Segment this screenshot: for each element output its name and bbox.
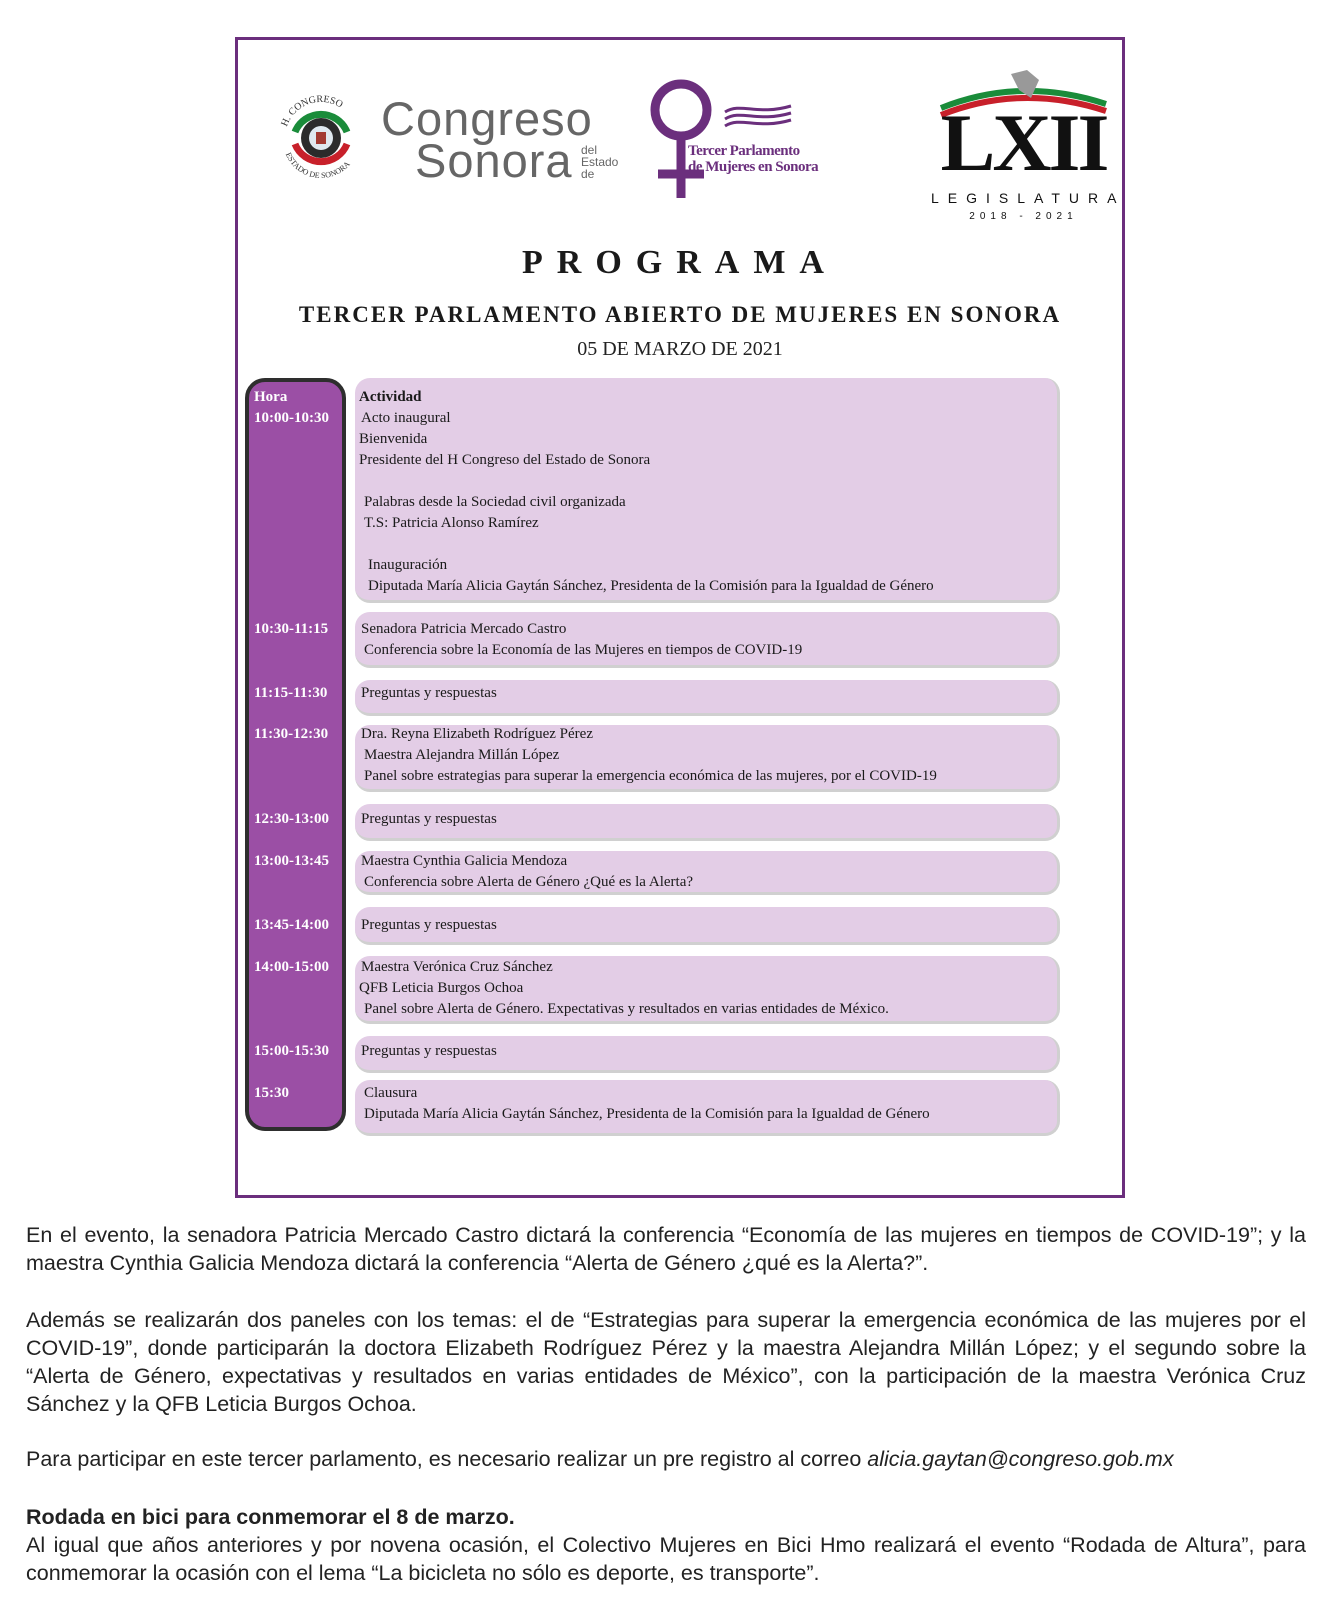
activity-line: Preguntas y respuestas (361, 685, 497, 701)
article-section (26, 1503, 1306, 1587)
program-poster (235, 37, 1125, 1198)
waves-icon (723, 100, 793, 134)
activity-line: Preguntas y respuestas (361, 811, 497, 827)
article-text: Para participar en este tercer parlamento, es necesario realizar un pre registro al correo (26, 1447, 868, 1471)
time-slot: 10:30-11:15 (254, 621, 329, 637)
congreso-word-line1: Congreso (381, 92, 593, 145)
activity-line: Palabras desde la Sociedad civil organizada (364, 494, 626, 510)
activity-line: Senadora Patricia Mercado Castro (361, 621, 567, 637)
activity-line: Conferencia sobre la Economía de las Mujeres en tiempos de COVID-19 (364, 642, 803, 658)
poster-date: 05 DE MARZO DE 2021 (577, 338, 783, 360)
time-slot: 15:00-15:30 (254, 1043, 329, 1059)
activity-line: T.S: Patricia Alonso Ramírez (364, 515, 539, 531)
article-text: Al igual que años anteriores y por novena ocasión, el Colectivo Mujeres en Bici Hmo realizará el evento “Rodada de Altura”, para conmemorar la ocasión con el lema “La bicicleta no sólo es deporte, es transporte”. (26, 1533, 1306, 1585)
activity-box-row-1 (355, 378, 1060, 603)
seal-top-text: H. CONGRESO (279, 93, 345, 129)
activity-line: Conferencia sobre Alerta de Género ¿Qué es la Alerta? (364, 874, 694, 890)
activity-line: Maestra Alejandra Millán López (364, 747, 560, 763)
congreso-sonora-wordmark (381, 92, 619, 187)
activity-line: Dra. Reyna Elizabeth Rodríguez Pérez (361, 726, 593, 742)
time-slot: 15:30 (254, 1085, 289, 1101)
article-text: En el evento, la senadora Patricia Mercado Castro dictará la conferencia “Economía de las mujeres en tiempos de COVID-19”; y la maestra Cynthia Galicia Mendoza dictará la conferencia “Alerta de Género ¿qué es la Alerta?”. (26, 1223, 1306, 1275)
parlamento-line2: de Mujeres en Sonora (688, 159, 819, 175)
lxii-legislatura-logo (931, 68, 1126, 222)
time-slot: 10:00-10:30 (254, 410, 329, 426)
congreso-small-line2: de (581, 167, 595, 181)
activity-line: Bienvenida (359, 431, 428, 447)
parlamento-logo-text (688, 143, 818, 175)
legislatura-years: 2018 - 2021 (969, 211, 1078, 222)
logo-row (238, 40, 1126, 222)
activity-line: Clausura (364, 1085, 418, 1101)
activity-line: Preguntas y respuestas (361, 1043, 497, 1059)
venus-symbol-icon (646, 78, 716, 202)
time-slot: 13:00-13:45 (254, 853, 329, 869)
activity-line: Maestra Cynthia Galicia Mendoza (361, 853, 568, 869)
hour-header: Hora (254, 389, 288, 405)
time-slot: 11:15-11:30 (254, 685, 328, 701)
activity-line: Presidente del H Congreso del Estado de Sonora (359, 452, 651, 468)
activity-line: Maestra Verónica Cruz Sánchez (361, 959, 553, 975)
article-paragraph-1 (26, 1221, 1306, 1277)
activity-line: QFB Leticia Burgos Ochoa (359, 980, 524, 996)
activity-line: Inauguración (368, 557, 448, 573)
activity-line: Diputada María Alicia Gaytán Sánchez, Presidenta de la Comisión para la Igualdad de Género (368, 578, 934, 594)
congreso-seal-logo (271, 88, 371, 188)
time-slot: 13:45-14:00 (254, 917, 329, 933)
article-paragraph-2 (26, 1306, 1306, 1418)
activity-header: Actividad (359, 389, 422, 405)
time-slot: 12:30-13:00 (254, 811, 329, 827)
article-text: Además se realizarán dos paneles con los temas: el de “Estrategias para superar la emergencia económica de las mujeres por el COVID-19”, donde participarán la doctora Elizabeth Rodríguez Pérez y la maestra Alejandra Millán López; y el segundo sobre la “Alerta de Género, expectativas y resultados en varias entidades de México”, con la participación de la maestra Verónica Cruz Sánchez y la QFB Leticia Burgos Ochoa. (26, 1308, 1306, 1416)
congreso-word-line2: Sonora (415, 134, 573, 187)
activity-line: Panel sobre Alerta de Género. Expectativas y resultados en varias entidades de México. (364, 1001, 889, 1017)
activity-line: Diputada María Alicia Gaytán Sánchez, Presidenta de la Comisión para la Igualdad de Género (364, 1106, 930, 1122)
seal-bottom-text: ESTADO DE SONORA (283, 151, 352, 181)
poster-title: PROGRAMA (522, 244, 838, 281)
lxii-number: LXII (940, 97, 1107, 188)
legislatura-label: LEGISLATURA (931, 190, 1126, 206)
registration-email-link[interactable]: alicia.gaytan@congreso.gob.mx (867, 1447, 1174, 1471)
activity-line: Preguntas y respuestas (361, 917, 497, 933)
activity-line: Panel sobre estrategias para superar la emergencia económica de las mujeres, por el COVID-19 (364, 768, 937, 784)
activity-line: Acto inaugural (361, 410, 451, 426)
time-slot: 11:30-12:30 (254, 726, 329, 742)
poster-subtitle: TERCER PARLAMENTO ABIERTO DE MUJERES EN SONORA (298, 302, 1062, 327)
congreso-small-text (581, 144, 618, 180)
congreso-small-line1: del Estado (581, 143, 619, 169)
article-paragraph-3 (26, 1445, 1306, 1473)
parlamento-line1: Tercer Parlamento (688, 143, 800, 159)
article-heading: Rodada en bici para conmemorar el 8 de marzo. (26, 1505, 515, 1529)
hour-column (245, 378, 346, 1131)
time-slot: 14:00-15:00 (254, 959, 329, 975)
